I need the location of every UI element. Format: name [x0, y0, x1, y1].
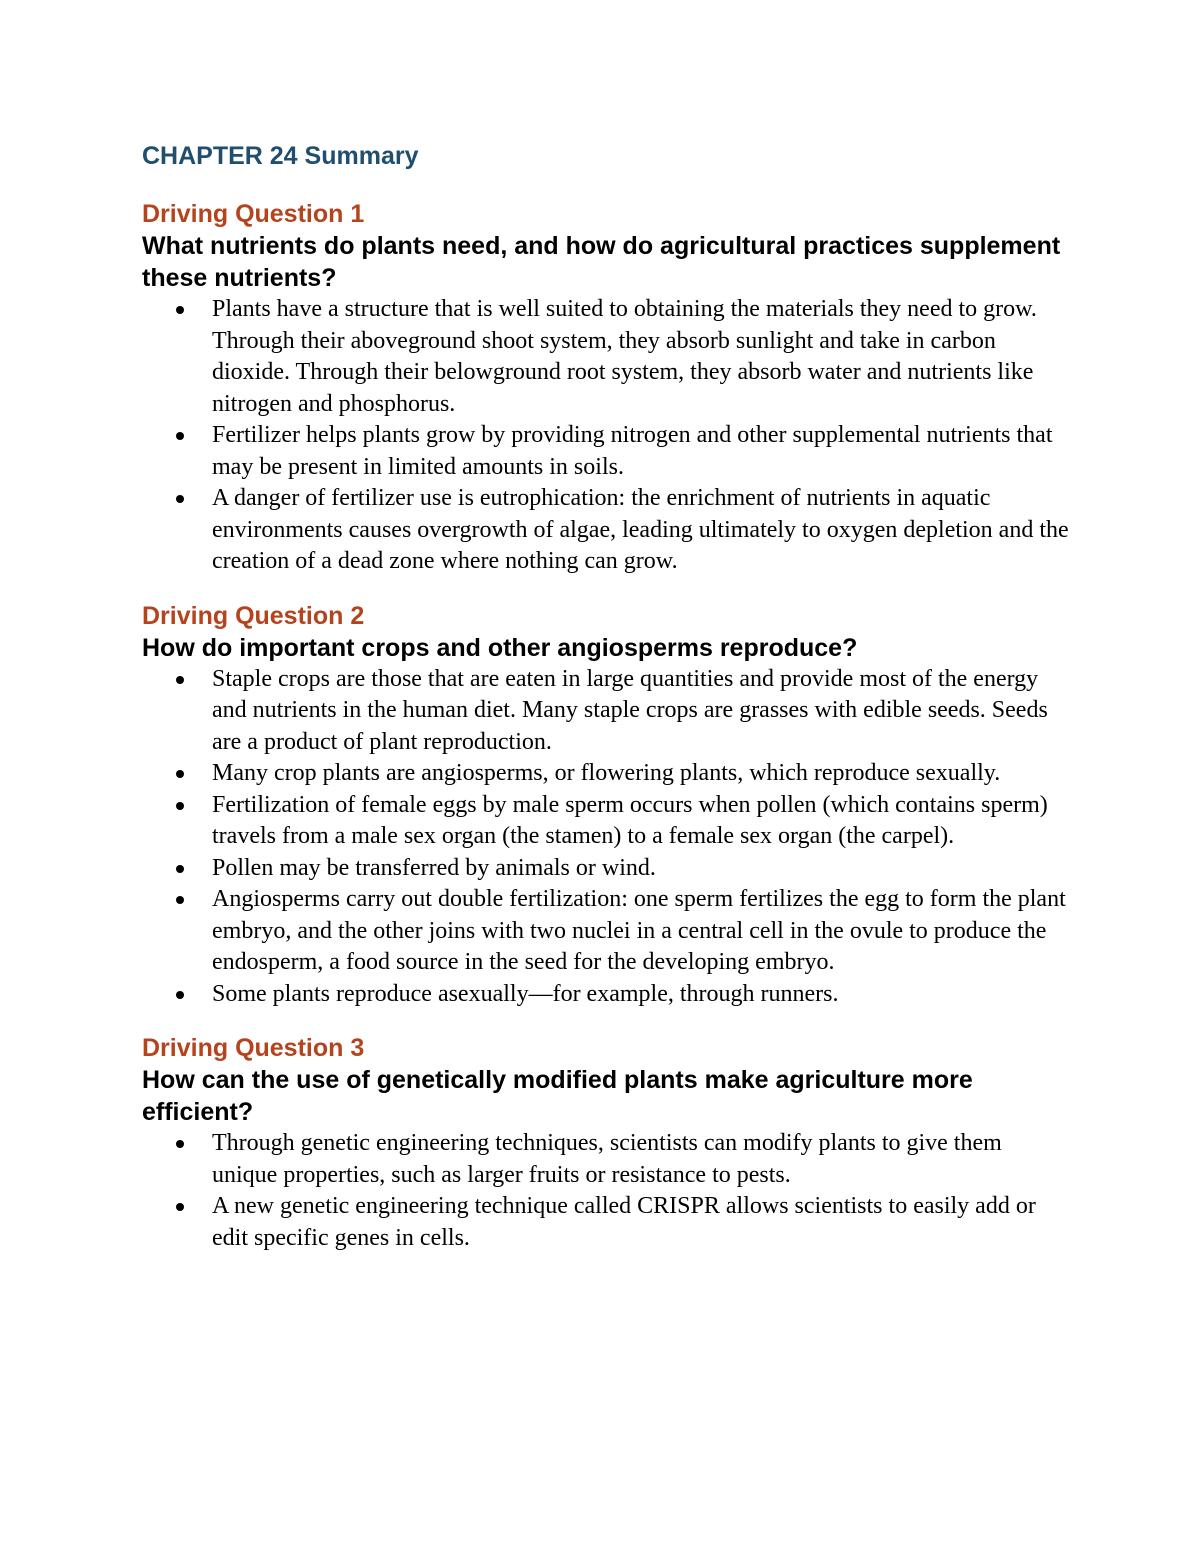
- driving-question-label: Driving Question 1: [142, 200, 365, 228]
- list-item: [212, 853, 1072, 885]
- list-item-text: Many crop plants are angiosperms, or flowering plants, which reproduce sexually.: [212, 760, 1001, 786]
- list-item-text: Staple crops are those that are eaten in large quantities and provide most of the energy and nutrients in the human diet. Many staple crops are grasses with edible seeds. Seeds are a product of plant reproduction.: [212, 665, 1048, 755]
- bullet-icon: [176, 1140, 184, 1148]
- driving-question-section-1: [142, 198, 1072, 578]
- list-item: [212, 790, 1072, 853]
- list-item: [212, 1191, 1072, 1254]
- list-item-text: Angiosperms carry out double fertilization: one sperm fertilizes the egg to form the plant embryo, and the other joins with two nuclei in a central cell in the ovule to produce the endosperm, a food source in the seed for the developing embryo.: [212, 886, 1066, 975]
- bullet-list: [142, 1128, 1072, 1254]
- list-item-text: Fertilizer helps plants grow by providing nitrogen and other supplemental nutrients that may be present in limited amounts in soils.: [212, 422, 1053, 480]
- list-item: [212, 1128, 1072, 1191]
- bullet-icon: [176, 1203, 184, 1211]
- list-item: [212, 483, 1072, 578]
- list-item: [212, 664, 1072, 759]
- list-item: [212, 758, 1072, 790]
- bullet-icon: [176, 676, 184, 684]
- list-item-text: Plants have a structure that is well suited to obtaining the materials they need to grow. Through their aboveground shoot system, they absorb sunlight and take in carbon dioxide. Through their belowground root system, they absorb water and nutrients like nitrogen and phosphorus.: [212, 296, 1037, 417]
- driving-question-section-3: [142, 1032, 1072, 1254]
- list-item-text: Pollen may be transferred by animals or wind.: [212, 854, 656, 881]
- list-item-text: Some plants reproduce asexually—for example, through runners.: [212, 980, 839, 1007]
- list-item: [212, 294, 1072, 420]
- list-item-text: A new genetic engineering technique called CRISPR allows scientists to easily add or edit specific genes in cells.: [212, 1193, 1036, 1251]
- bullet-icon: [176, 802, 184, 810]
- list-item-text: Through genetic engineering techniques, scientists can modify plants to give them unique properties, such as larger fruits or resistance to pests.: [212, 1130, 1002, 1188]
- driving-question-label: Driving Question 2: [142, 601, 365, 630]
- driving-question-text: What nutrients do plants need, and how do agricultural practices supplement these nutrients?: [142, 232, 1061, 292]
- list-item-text: Fertilization of female eggs by male sperm occurs when pollen (which contains sperm) travels from a male sex organ (the stamen) to a female sex organ (the carpel).: [212, 791, 1048, 849]
- bullet-list: [142, 664, 1072, 1011]
- bullet-icon: [176, 495, 184, 503]
- driving-question-label: Driving Question 3: [142, 1034, 365, 1062]
- driving-question-text: How can the use of genetically modified plants make agriculture more efficient?: [142, 1066, 973, 1126]
- bullet-icon: [176, 896, 184, 904]
- bullet-list: [142, 294, 1072, 578]
- bullet-icon: [176, 770, 184, 778]
- document-page: [142, 138, 1072, 1276]
- list-item: [212, 884, 1072, 979]
- bullet-icon: [176, 865, 184, 873]
- bullet-icon: [176, 432, 184, 440]
- list-item: [212, 979, 1072, 1011]
- bullet-icon: [176, 991, 184, 999]
- list-item: [212, 420, 1072, 483]
- driving-question-text: How do important crops and other angiosperms reproduce?: [142, 633, 858, 662]
- chapter-title: CHAPTER 24 Summary: [142, 142, 419, 170]
- list-item-text: A danger of fertilizer use is eutrophication: the enrichment of nutrients in aquatic environments causes overgrowth of algae, leading ultimately to oxygen depletion and the creation of a dead zone where nothing can grow.: [212, 485, 1069, 574]
- driving-question-section-2: [142, 600, 1072, 1011]
- bullet-icon: [176, 306, 184, 314]
